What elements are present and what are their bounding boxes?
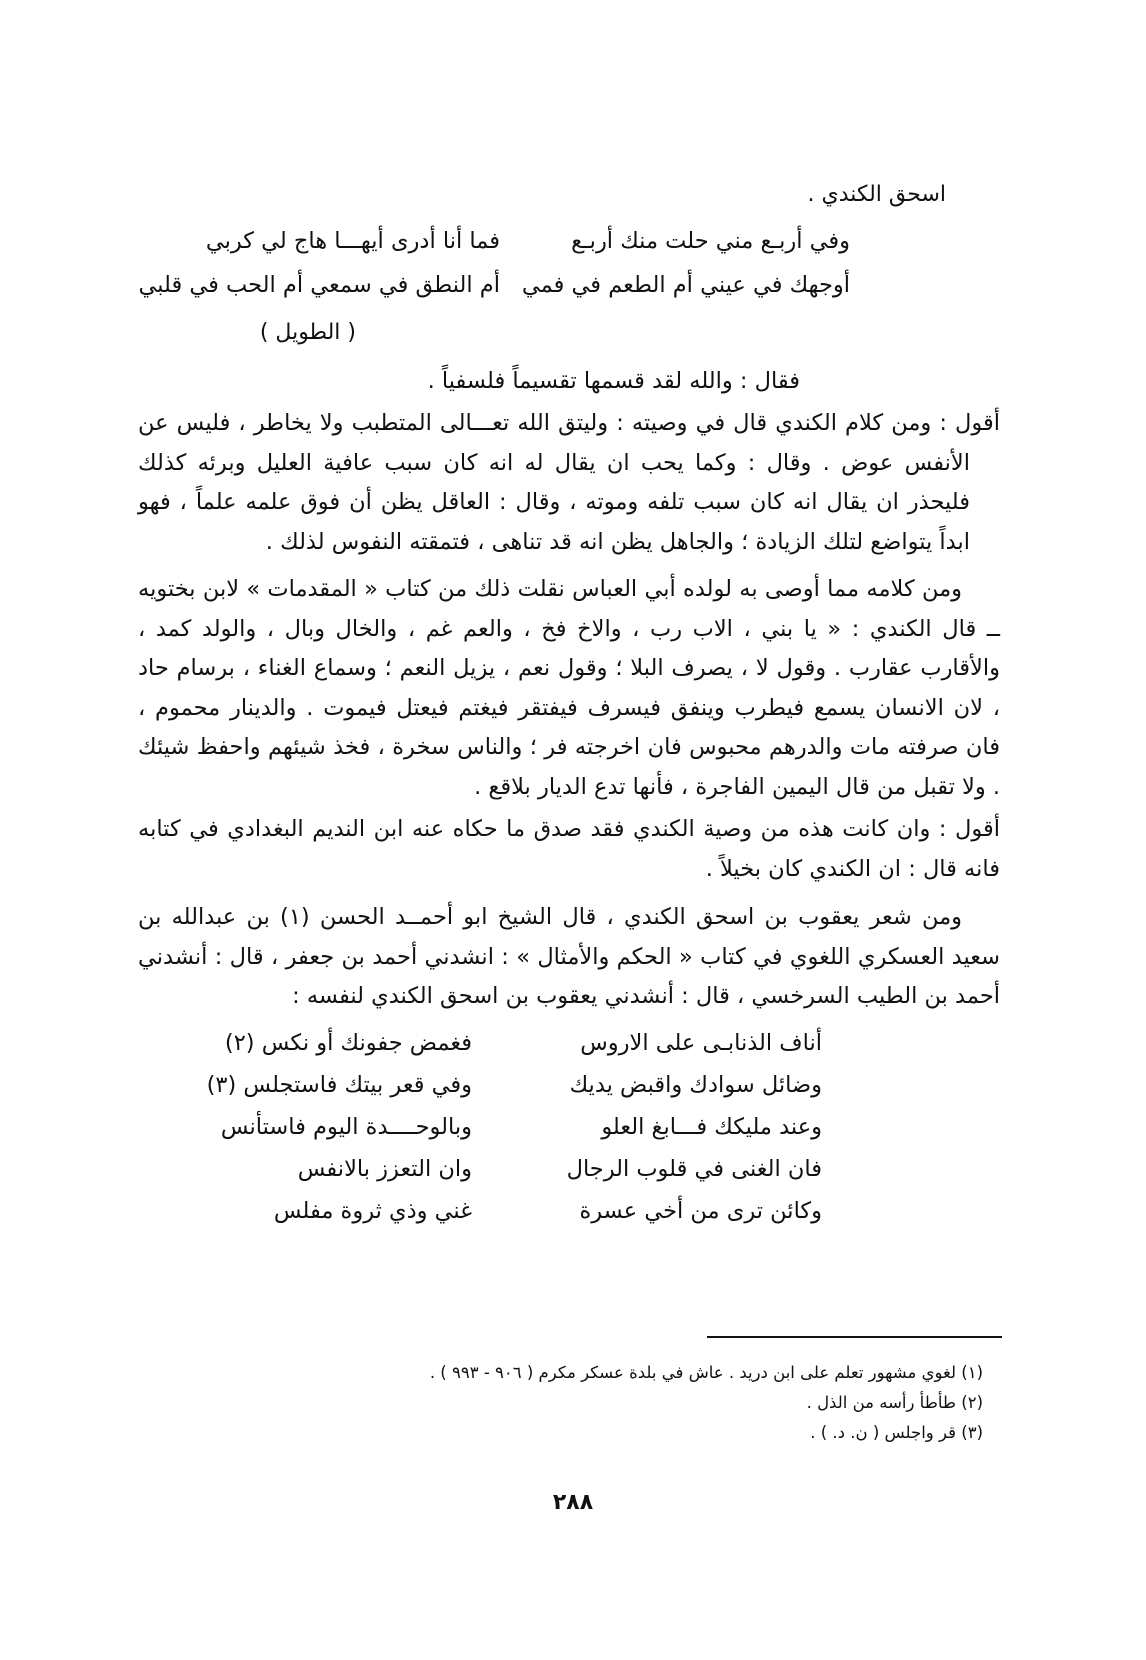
verse-second-hemistich: وفي قعر بيتك فاستجلس (٣) bbox=[206, 1072, 472, 1098]
paragraph-2: أقول : ومن كلام الكندي قال في وصيته : وليتق الله تعـــالى المتطبب ولا يخاطر ، فليس عن الأنفس عوض . وقال : وكما يحب ان يقال له انه كان سبب عافية العليل وبرئه كذلك فليحذر ان يقال انه كان سبب تلفه وموته ، وقال : العاقل يظن أن فوق علمه علماً ، فهو ابداً يتواضع لتلك الزيادة ؛ والجاهل يظن انه قد تناهى ، فتمقته النفوس لذلك . bbox=[138, 410, 1000, 555]
footnote-3: (٣) قر واجلس ( ن. د. ) . bbox=[810, 1423, 983, 1442]
verse-second-hemistich: أم النطق في سمعي أم الحب في قلبي bbox=[138, 272, 500, 298]
verse-second-hemistich: فما أنا أدرى أيهـــا هاج لي كربي bbox=[205, 228, 500, 254]
footnote-2: (٢) طأطأ رأسه من الذل . bbox=[806, 1393, 983, 1412]
verse-second-hemistich: غني وذي ثروة مفلس bbox=[273, 1198, 472, 1224]
verse-first-hemistich: وعند مليكك فـــابغ العلو bbox=[601, 1114, 822, 1140]
top-line: اسحق الكندي . bbox=[807, 182, 946, 207]
poem-2-verse bbox=[210, 1114, 822, 1154]
paragraph-5: ومن شعر يعقوب بن اسحق الكندي ، قال الشيخ ابو أحمــد الحسن (١) بن عبدالله بن سعيد العسكري اللغوي في كتاب « الحكم والأمثال » : انشدني أحمد بن جعفر ، قال : أنشدني أحمد بن الطيب السرخسي ، قال : أنشدني يعقوب بن اسحق الكندي لنفسه : bbox=[138, 904, 1000, 1009]
verse-first-hemistich: وكائن ترى من أخي عسرة bbox=[579, 1198, 822, 1224]
verse-second-hemistich: وبالوحــــدة اليوم فاستأنس bbox=[220, 1114, 472, 1140]
page-number: ٢٨٨ bbox=[552, 1490, 594, 1515]
footnote-1: (١) لغوي مشهور تعلم على ابن دريد . عاش في بلدة عسكر مكرم ( ٩٠٦ - ٩٩٣ ) . bbox=[429, 1363, 983, 1382]
footnote-divider bbox=[707, 1336, 1002, 1338]
poem-1-verse bbox=[138, 272, 850, 312]
paragraph-4: أقول : وان كانت هذه من وصية الكندي فقد صدق ما حكاه عنه ابن النديم البغدادي في كتابه فانه قال : ان الكندي كان بخيلاً . bbox=[138, 816, 1000, 882]
poem-2-verse bbox=[210, 1030, 822, 1070]
poem-1-verse bbox=[200, 228, 850, 268]
paragraph-1: فقال : والله لقد قسمها تقسيماً فلسفياً . bbox=[427, 368, 800, 394]
paragraph-3: ومن كلامه مما أوصى به لولده أبي العباس نقلت ذلك من كتاب « المقدمات » لابن بختويه ــ قال الكندي : « يا بني ، الاب رب ، والاخ فخ ، والعم غم ، والخال وبال ، والولد كمد ، والأقارب عقارب . وقول لا ، يصرف البلا ؛ وقول نعم ، يزيل النعم ؛ وسماع الغناء ، برسام حاد ، لان الانسان يسمع فيطرب وينفق فيسرف فيفتقر فيغتم فيعتل فيموت . والدينار محموم ، فان صرفته مات والدرهم محبوس فان اخرجته فر ؛ والناس سخرة ، فخذ شيئهم واحفظ شيئك . ولا تقبل من قال اليمين الفاجرة ، فأنها تدع الديار بلاقع . bbox=[138, 576, 1000, 800]
verse-second-hemistich: فغمض جفونك أو نكس (٢) bbox=[224, 1030, 472, 1056]
poem-2-verse bbox=[210, 1156, 822, 1196]
verse-first-hemistich: فان الغنى في قلوب الرجال bbox=[566, 1156, 822, 1182]
verse-first-hemistich: وضائل سوادك واقبض يديك bbox=[569, 1072, 822, 1098]
verse-first-hemistich: وفي أربـع مني حلت منك أربـع bbox=[571, 228, 850, 254]
poem-meter: ( الطويل ) bbox=[259, 320, 356, 345]
verse-first-hemistich: أناف الذنابـى على الاروس bbox=[580, 1030, 822, 1056]
verse-first-hemistich: أوجهك في عيني أم الطعم في فمي bbox=[521, 272, 850, 298]
poem-2-verse bbox=[210, 1198, 822, 1238]
footnotes bbox=[430, 1358, 983, 1448]
verse-second-hemistich: وان التعزز بالانفس bbox=[297, 1156, 472, 1182]
poem-2-verse bbox=[206, 1072, 822, 1112]
